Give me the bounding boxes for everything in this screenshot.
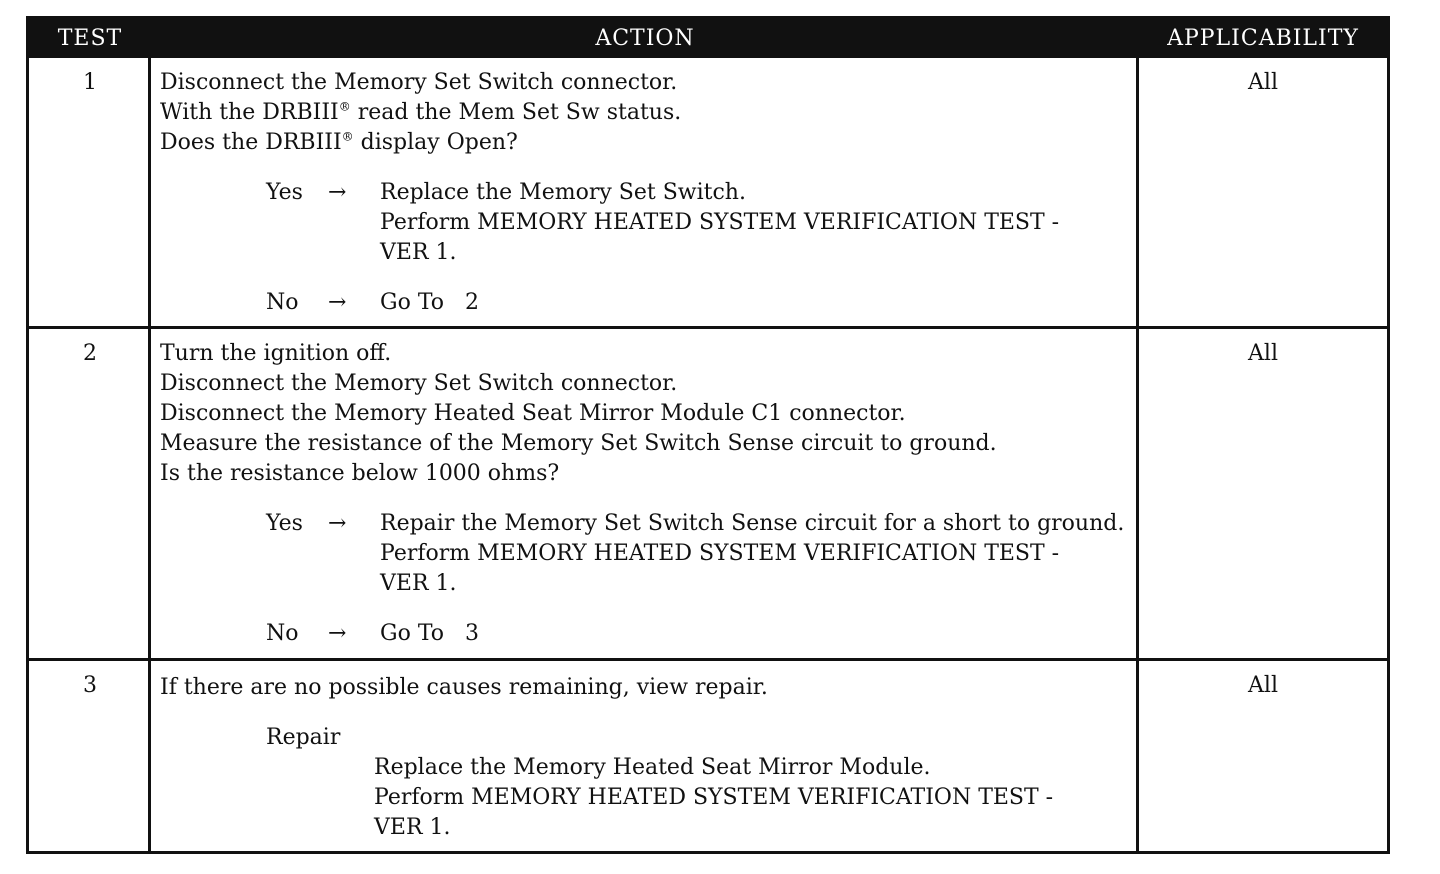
repair-step: Replace the Memory Heated Seat Mirror Module. — [374, 755, 931, 780]
no-label: No — [266, 621, 299, 646]
registered-mark: ® — [341, 129, 354, 144]
action-line: If there are no possible causes remaining, view repair. — [160, 675, 768, 700]
action-line: Does the DRBIII® display Open? — [160, 129, 518, 155]
arrow-right-icon: → — [328, 621, 347, 646]
repair-step: Perform MEMORY HEATED SYSTEM VERIFICATION TEST - — [374, 785, 1054, 810]
no-action: Go To 2 — [380, 290, 479, 315]
action-line: Disconnect the Memory Set Switch connector. — [160, 371, 678, 396]
yes-action-continued: VER 1. — [380, 571, 457, 596]
no-label: No — [266, 290, 299, 315]
action-cell — [160, 339, 1135, 649]
header-test: TEST — [57, 26, 123, 51]
test-number: 3 — [83, 673, 97, 698]
table-header — [29, 19, 1387, 58]
yes-label: Yes — [266, 180, 303, 205]
table-row-2 — [29, 329, 1387, 658]
applicability-cell: All — [1248, 341, 1278, 366]
yes-action: Replace the Memory Set Switch. — [380, 180, 746, 205]
yes-action: Repair the Memory Set Switch Sense circuit for a short to ground. — [380, 511, 1125, 536]
registered-mark: ® — [338, 99, 351, 114]
yes-action-continued: Perform MEMORY HEATED SYSTEM VERIFICATION TEST - — [380, 541, 1060, 566]
test-number: 1 — [83, 70, 97, 95]
yes-action-continued: VER 1. — [380, 240, 457, 265]
applicability-cell: All — [1248, 70, 1278, 95]
table-row-3 — [29, 661, 1387, 851]
action-line: With the DRBIII® read the Mem Set Sw status. — [160, 99, 682, 125]
test-number: 2 — [83, 341, 97, 366]
yes-action-continued: Perform MEMORY HEATED SYSTEM VERIFICATION TEST - — [380, 210, 1060, 235]
no-answer — [160, 619, 1135, 649]
diagnostic-table — [26, 16, 1390, 854]
action-line: Measure the resistance of the Memory Set Switch Sense circuit to ground. — [160, 431, 997, 456]
header-action: ACTION — [595, 26, 695, 51]
no-action: Go To 3 — [380, 621, 479, 646]
yes-answer — [160, 509, 1135, 539]
action-line: Disconnect the Memory Set Switch connector. — [160, 70, 678, 95]
applicability-cell: All — [1248, 673, 1278, 698]
arrow-right-icon: → — [328, 511, 347, 536]
yes-answer — [160, 178, 1135, 208]
action-line: Turn the ignition off. — [160, 341, 392, 366]
table-row-1 — [29, 58, 1387, 326]
repair-label: Repair — [266, 725, 341, 750]
yes-label: Yes — [266, 511, 303, 536]
no-answer — [160, 288, 1135, 318]
action-cell — [160, 68, 1135, 318]
action-cell — [160, 673, 1135, 843]
arrow-right-icon: → — [328, 180, 347, 205]
header-applicability: APPLICABILITY — [1167, 26, 1359, 51]
repair-step: VER 1. — [374, 815, 451, 840]
arrow-right-icon: → — [328, 290, 347, 315]
action-line: Disconnect the Memory Heated Seat Mirror Module C1 connector. — [160, 401, 906, 426]
action-line: Is the resistance below 1000 ohms? — [160, 461, 560, 486]
